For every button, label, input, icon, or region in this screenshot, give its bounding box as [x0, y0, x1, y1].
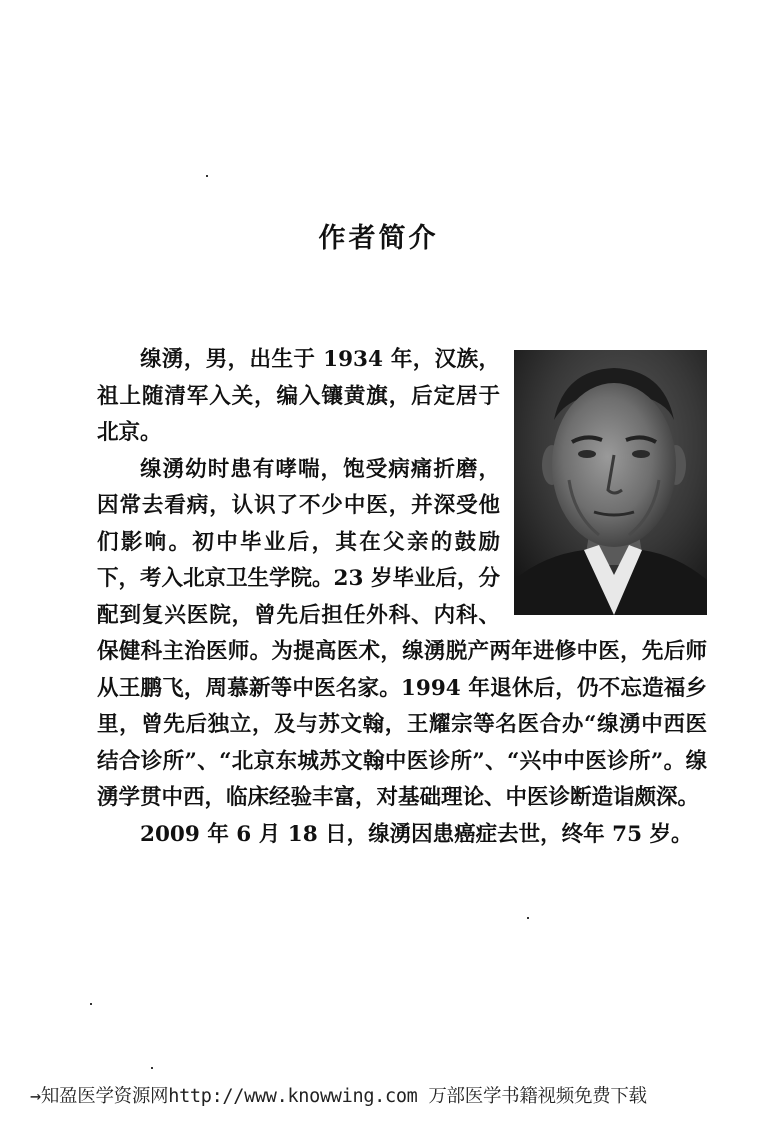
scan-speck [151, 1067, 153, 1069]
page-title: 作者简介 [318, 223, 439, 254]
author-portrait [514, 350, 707, 615]
scan-speck [527, 917, 529, 919]
footer-watermark: →知盈医学资源网http://www.knowwing.com 万部医学书籍视频免费下载 [30, 1086, 647, 1107]
author-bio [97, 342, 707, 853]
bio-paragraph: 缐湧幼时患有哮喘，饱受病痛折磨，因常去看病，认识了不少中医，并深受他们影响。初中毕业后，其在父亲的鼓励下，考入北京卫生学院。23 岁毕业后，分配到复兴医院，曾先后担任外科、内科、保健科主治医师。为提高医术，缐湧脱产两年进修中医，先后师从王鹏飞，周慕新等中医名家。1994 年退休后，仍不忘造福乡里，曾先后独立，及与苏文翰，王耀宗等名医合办“缐湧中西医结合诊所”、“北京东城苏文翰中医诊所”、“兴中中医诊所”。缐湧学贯中西，临床经验丰富，对基础理论、中医诊断造诣颇深。 [97, 456, 707, 810]
scan-speck [206, 175, 208, 177]
scan-speck [90, 1003, 92, 1005]
bio-paragraph: 2009 年 6 月 18 日，缐湧因患癌症去世，终年 75 岁。 [140, 821, 693, 847]
bio-paragraph: 缐湧，男，出生于 1934 年，汉族，祖上随清军入关，编入镶黄旗，后定居于北京。 [97, 347, 500, 445]
